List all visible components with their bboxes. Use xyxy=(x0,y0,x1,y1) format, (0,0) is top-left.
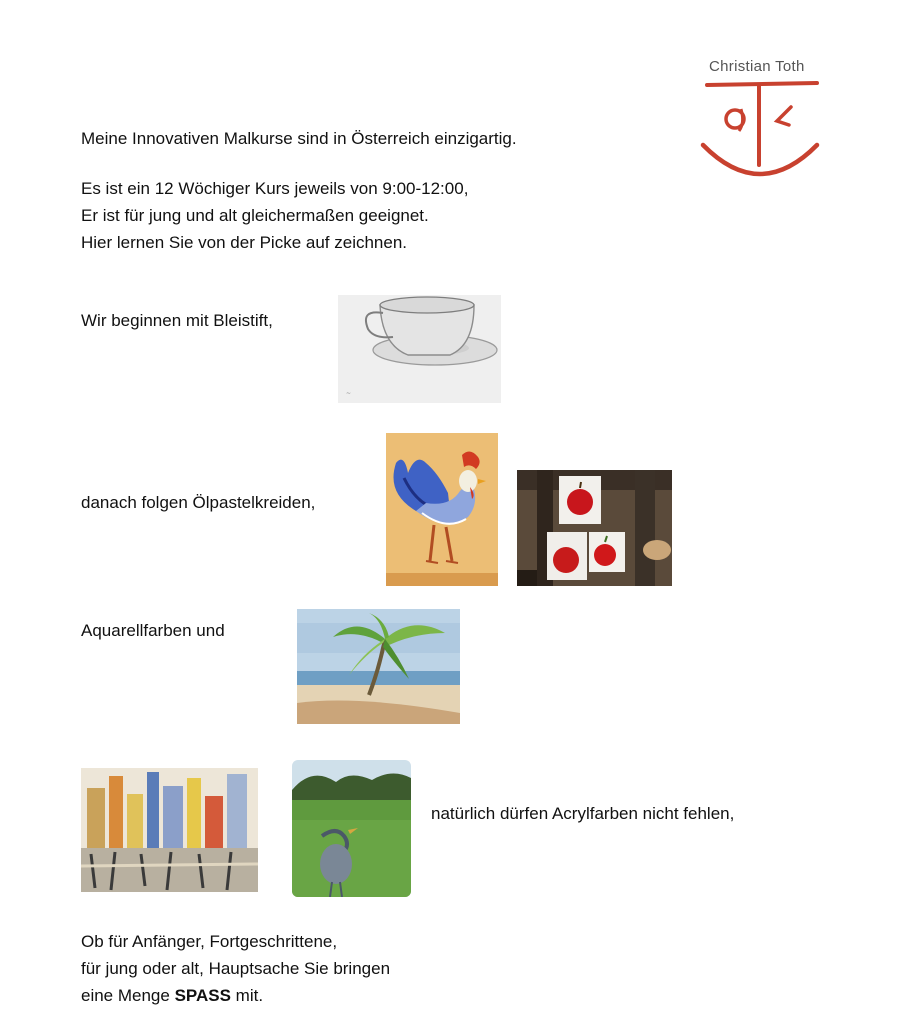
city-acrylic xyxy=(81,768,258,892)
closing-line-2: für jung oder alt, Hauptsache Sie bringen xyxy=(81,959,391,978)
rooster-painting xyxy=(386,433,498,586)
artist-logo xyxy=(695,55,825,185)
section-acrylic-text: natürlich dürfen Acrylfarben nicht fehlen, xyxy=(431,804,735,823)
section-pencil-text: Wir beginnen mit Bleistift, xyxy=(81,311,273,330)
heron-acrylic xyxy=(292,760,411,897)
svg-text:~: ~ xyxy=(346,390,352,397)
intro-line-1: Meine Innovativen Malkurse sind in Österreich einzigartig. xyxy=(81,129,517,148)
closing-line-3-start: eine Menge xyxy=(81,986,175,1005)
intro-line-2: Es ist ein 12 Wöchiger Kurs jeweils von 9:00-12:00, xyxy=(81,179,469,198)
closing-line-3-end: mit. xyxy=(230,986,264,1005)
section-watercolor-text: Aquarellfarben und xyxy=(81,621,225,640)
closing-line-1: Ob für Anfänger, Fortgeschrittene, xyxy=(81,932,338,951)
logo-signature: Christian Toth xyxy=(709,58,805,75)
teacup-drawing xyxy=(338,295,501,403)
fun-emphasis: SPASS xyxy=(174,986,231,1005)
section-pastel-text: danach folgen Ölpastelkreiden, xyxy=(81,493,316,512)
intro-line-3: Er ist für jung und alt gleichermaßen geeignet. xyxy=(81,206,429,225)
logo-emblem-icon xyxy=(695,75,825,185)
intro-line-4: Hier lernen Sie von der Picke auf zeichnen. xyxy=(81,233,408,252)
palm-watercolor xyxy=(297,609,460,724)
closing-line-3 xyxy=(81,982,263,1009)
apples-painting xyxy=(517,470,672,586)
